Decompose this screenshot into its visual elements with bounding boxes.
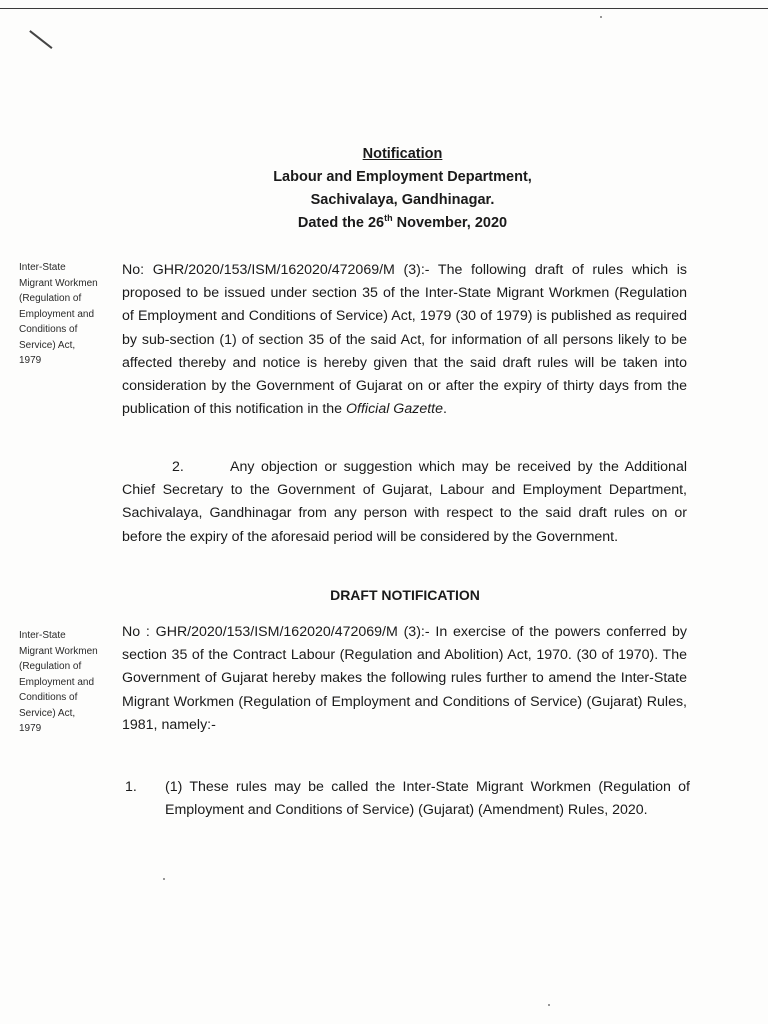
- gazette-name: Official Gazette: [346, 401, 443, 418]
- department-name: Labour and Employment Department,: [273, 169, 532, 185]
- draft-notification-heading: DRAFT NOTIFICATION: [330, 587, 480, 603]
- paragraph-1: [122, 259, 687, 421]
- pen-mark: [30, 30, 53, 48]
- paragraph-2: [122, 456, 687, 549]
- paragraph-3: No : GHR/2020/153/ISM/162020/472069/M (3):- In exercise of the powers conferred by section 35 of the Contract Labour (Regulation and Abolition) Act, 1970. (30 of 1970). The Government of Gujarat hereby makes the following rules further to amend the Inter-State Migrant Workmen (Regulation of Employment and Conditions of Service) (Gujarat) Rules, 1981, namely:-: [122, 624, 687, 733]
- date-prefix: Dated the 26: [297, 215, 385, 231]
- margin-note-act: Inter-State Migrant Workmen (Regulation of Employment and Conditions of Service) Act, 1979: [19, 630, 98, 734]
- scan-speck: [600, 16, 602, 18]
- rule-1: [125, 776, 690, 822]
- paragraph-1-text: No: GHR/2020/153/ISM/162020/472069/M (3):- The following draft of rules which is proposed to be issued under section 35 of the Inter-State Migrant Workmen (Regulation of Employment and Conditions of Service) Act, 1979 (30 of 1979) is published as required by sub-section (1) of section 35 of the said Act, for information of all persons likely to be affected thereby and notice is hereby given that the said draft rules will be taken into consideration by the Government of Gujarat on or after the expiry of thirty days from the publication of this notification in the: [122, 262, 687, 418]
- notification-header: [200, 143, 605, 235]
- margin-note-act: Inter-State Migrant Workmen (Regulation of Employment and Conditions of Service) Act, 1979: [19, 262, 98, 366]
- paragraph-2-number: 2.: [172, 459, 184, 475]
- paragraph-2-text: Any objection or suggestion which may be received by the Additional Chief Secretary to the Government of Gujarat, Labour and Employment Department, Sachivalaya, Gandhinagar from any person with respect to the said draft rules on or before the expiry of the aforesaid period will be considered by the Government.: [122, 459, 687, 545]
- page-title: Notification: [362, 146, 443, 162]
- date-ordinal: th: [384, 213, 393, 224]
- scan-speck: [163, 878, 165, 880]
- notification-date: [200, 212, 605, 235]
- rule-1-text: (1) These rules may be called the Inter-State Migrant Workmen (Regulation of Employment and Conditions of Service) (Gujarat) (Amendment) Rules, 2020.: [165, 779, 690, 819]
- paragraph-1-end: .: [443, 401, 447, 418]
- date-suffix: November, 2020: [392, 215, 508, 231]
- department-location: Sachivalaya, Gandhinagar.: [310, 192, 495, 208]
- scan-top-edge: [0, 8, 768, 9]
- rule-1-number: 1.: [125, 779, 137, 795]
- scan-speck: [548, 1004, 550, 1006]
